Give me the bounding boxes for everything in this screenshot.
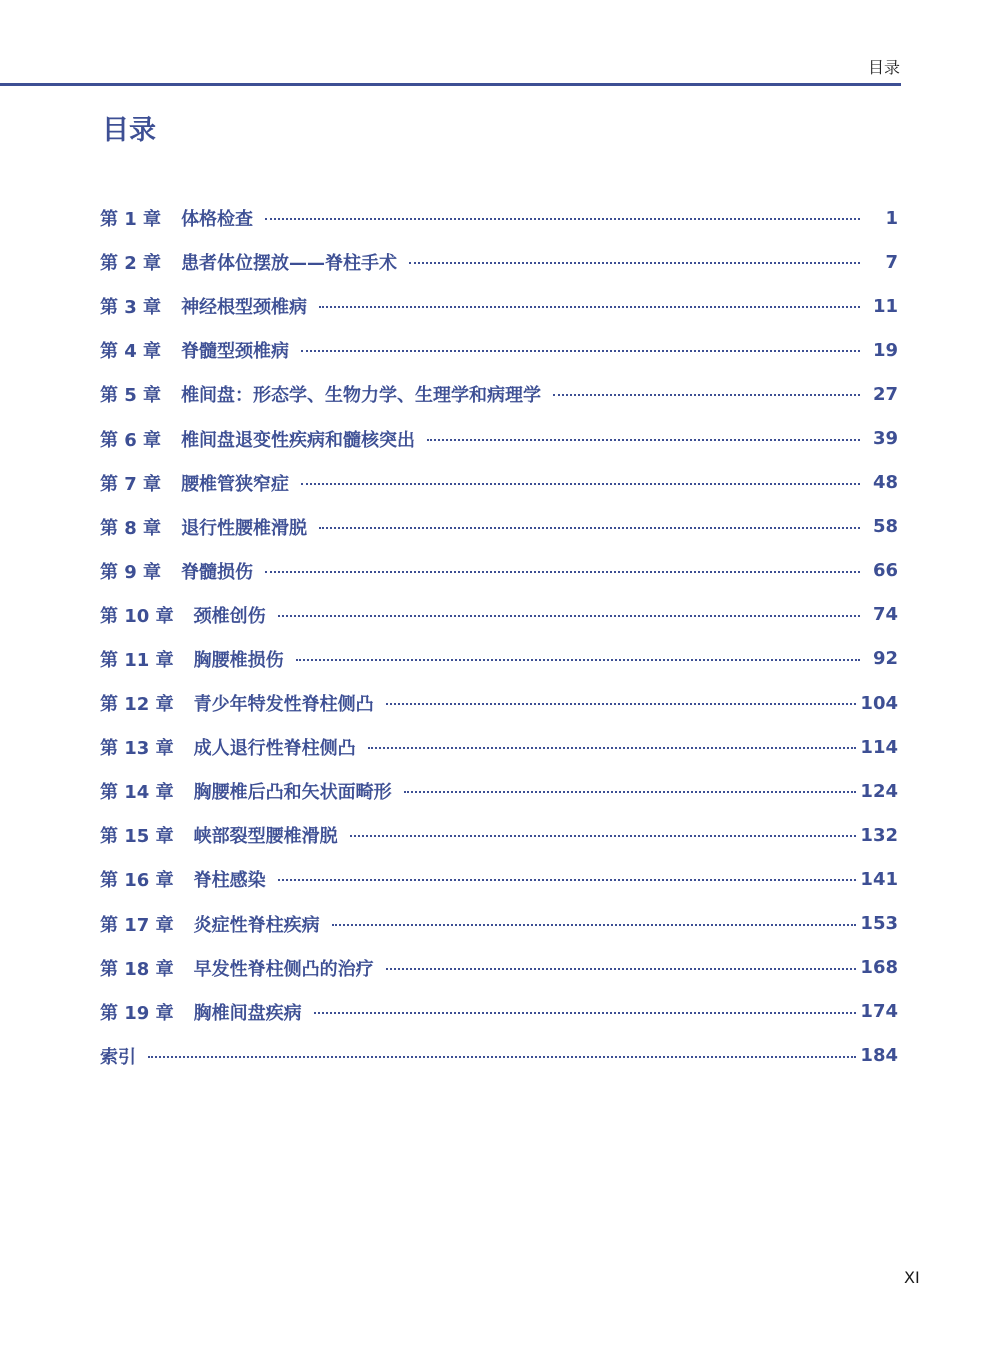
- toc-dot-leader: [332, 924, 857, 926]
- table-of-contents: [100, 196, 898, 1078]
- toc-page-number: 48: [872, 472, 898, 494]
- toc-chapter-label: 第 9 章: [100, 561, 162, 583]
- toc-dot-leader: [386, 703, 857, 705]
- toc-chapter-title: 体格检查: [181, 209, 254, 231]
- toc-chapter-label: 第 12 章: [100, 694, 174, 716]
- toc-dot-leader: [409, 262, 860, 264]
- toc-chapter-label: 第 1 章: [100, 209, 162, 231]
- toc-chapter-title: 颈椎创伤: [193, 605, 266, 627]
- toc-page-number: 27: [872, 383, 898, 405]
- toc-entry[interactable]: [100, 416, 898, 460]
- toc-entry[interactable]: [100, 857, 898, 901]
- toc-page-number: 19: [872, 339, 898, 361]
- toc-chapter-label: 第 2 章: [100, 253, 162, 275]
- toc-entry[interactable]: [100, 461, 898, 505]
- toc-chapter-label: 第 19 章: [100, 1002, 174, 1024]
- toc-chapter-label: 第 3 章: [100, 297, 162, 319]
- toc-chapter-label: 第 13 章: [100, 738, 174, 760]
- toc-entry[interactable]: [100, 328, 898, 372]
- toc-entry[interactable]: [100, 284, 898, 328]
- toc-chapter-label: 第 15 章: [100, 826, 174, 848]
- toc-chapter-title: 椎间盘：形态学、生物力学、生理学和病理学: [181, 385, 542, 407]
- toc-dot-leader: [265, 218, 860, 220]
- toc-dot-leader: [265, 571, 860, 573]
- header-rule: [0, 83, 901, 86]
- toc-entry[interactable]: [100, 240, 898, 284]
- toc-page-number: 124: [860, 780, 898, 802]
- toc-page-number: 153: [860, 913, 898, 935]
- toc-entry[interactable]: [100, 549, 898, 593]
- toc-chapter-title: 患者体位摆放——脊柱手术: [181, 253, 398, 275]
- toc-entry[interactable]: [100, 813, 898, 857]
- running-head: 目录: [867, 58, 900, 77]
- toc-dot-leader: [319, 527, 860, 529]
- toc-chapter-title: 峡部裂型腰椎滑脱: [193, 826, 338, 848]
- toc-chapter-title: 青少年特发性脊柱侧凸: [193, 694, 374, 716]
- toc-dot-leader: [296, 659, 860, 661]
- toc-chapter-title: 炎症性脊柱疾病: [193, 914, 320, 936]
- toc-dot-leader: [314, 1012, 857, 1014]
- toc-dot-leader: [404, 791, 857, 793]
- page-title: 目录: [102, 115, 156, 146]
- toc-chapter-title: 胸腰椎损伤: [193, 649, 284, 671]
- toc-page-number: 74: [872, 604, 898, 626]
- toc-page-number: 39: [872, 428, 898, 450]
- toc-dot-leader: [301, 350, 860, 352]
- toc-chapter-title: 退行性腰椎滑脱: [181, 517, 308, 539]
- page-number: XI: [904, 1268, 920, 1287]
- toc-dot-leader: [350, 835, 857, 837]
- toc-page-number: 168: [860, 957, 898, 979]
- toc-dot-leader: [278, 615, 860, 617]
- toc-entry[interactable]: [100, 990, 898, 1034]
- toc-chapter-label: 第 10 章: [100, 605, 174, 627]
- toc-entry[interactable]: [100, 725, 898, 769]
- toc-chapter-label: 第 7 章: [100, 473, 162, 495]
- toc-chapter-label: 索引: [100, 1046, 136, 1068]
- toc-chapter-title: 胸腰椎后凸和矢状面畸形: [193, 782, 392, 804]
- toc-chapter-title: 胸椎间盘疾病: [193, 1002, 302, 1024]
- toc-dot-leader: [368, 747, 857, 749]
- toc-page-number: 66: [872, 560, 898, 582]
- toc-chapter-label: 第 11 章: [100, 649, 174, 671]
- toc-page-number: 92: [872, 648, 898, 670]
- toc-dot-leader: [319, 306, 860, 308]
- toc-dot-leader: [386, 968, 857, 970]
- toc-page-number: 114: [860, 736, 898, 758]
- toc-page-number: 58: [872, 516, 898, 538]
- toc-dot-leader: [427, 439, 860, 441]
- toc-chapter-title: 神经根型颈椎病: [181, 297, 308, 319]
- toc-entry[interactable]: [100, 505, 898, 549]
- toc-entry[interactable]: [100, 593, 898, 637]
- toc-entry[interactable]: [100, 946, 898, 990]
- toc-chapter-label: 第 4 章: [100, 341, 162, 363]
- toc-chapter-title: 脊髓型颈椎病: [181, 341, 290, 363]
- toc-chapter-label: 第 17 章: [100, 914, 174, 936]
- toc-chapter-label: 第 14 章: [100, 782, 174, 804]
- toc-entry[interactable]: [100, 637, 898, 681]
- toc-chapter-label: 第 16 章: [100, 870, 174, 892]
- toc-chapter-label: 第 6 章: [100, 429, 162, 451]
- toc-chapter-title: 脊柱感染: [193, 870, 266, 892]
- toc-page-number: 184: [860, 1045, 898, 1067]
- toc-chapter-title: 脊髓损伤: [181, 561, 254, 583]
- toc-chapter-title: 早发性脊柱侧凸的治疗: [193, 958, 374, 980]
- toc-dot-leader: [148, 1056, 856, 1058]
- toc-entry[interactable]: [100, 372, 898, 416]
- toc-chapter-title: 椎间盘退变性疾病和髓核突出: [181, 429, 416, 451]
- toc-page-number: 104: [860, 692, 898, 714]
- toc-entry[interactable]: [100, 196, 898, 240]
- toc-chapter-label: 第 18 章: [100, 958, 174, 980]
- toc-entry[interactable]: [100, 769, 898, 813]
- toc-page-number: 7: [885, 251, 898, 273]
- toc-entry[interactable]: [100, 681, 898, 725]
- toc-page-number: 174: [860, 1001, 898, 1023]
- toc-page-number: 132: [860, 824, 898, 846]
- toc-page-number: 141: [860, 868, 898, 890]
- toc-dot-leader: [301, 483, 860, 485]
- toc-entry[interactable]: [100, 902, 898, 946]
- toc-chapter-title: 腰椎管狭窄症: [181, 473, 290, 495]
- toc-page-number: 11: [872, 295, 898, 317]
- toc-chapter-label: 第 5 章: [100, 385, 162, 407]
- toc-entry[interactable]: [100, 1034, 898, 1078]
- toc-dot-leader: [278, 879, 857, 881]
- toc-page-number: 1: [885, 207, 898, 229]
- toc-chapter-label: 第 8 章: [100, 517, 162, 539]
- toc-chapter-title: 成人退行性脊柱侧凸: [193, 738, 356, 760]
- toc-dot-leader: [553, 394, 860, 396]
